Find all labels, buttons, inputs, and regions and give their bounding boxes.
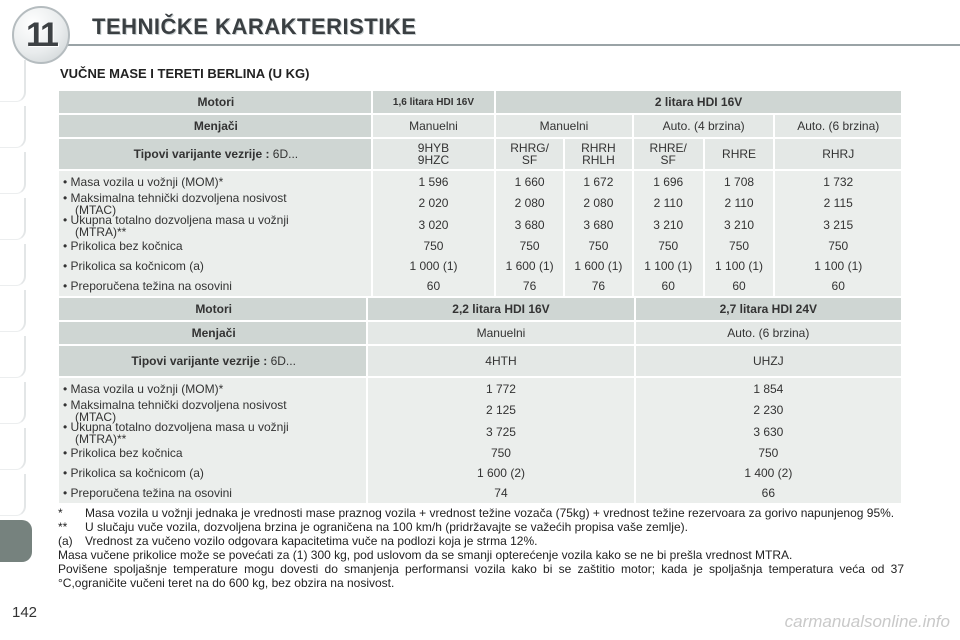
tipovi-label-text: Tipovi varijante vezrije : [131,354,268,368]
side-tab[interactable] [0,428,26,470]
chapter-number: 11 [26,15,56,54]
table1-variant-row [59,139,901,169]
side-tab[interactable] [0,198,26,240]
value-column: 1 772 2 125 3 725 750 1 600 (2) 74 [368,378,633,503]
side-tab[interactable] [0,152,26,194]
value-column: 1 660 2 080 3 680 750 1 600 (1) 76 [496,171,563,296]
table1-data-row [59,171,901,296]
footnote: * Masa vozila u vožnji jednaka je vrednosti mase praznog vozila + vrednost težine vozača (75kg) + vrednost težine rezervoara za gorivo napunjenog 95%. [58,506,895,520]
page-number: 142 [12,604,38,621]
side-tabs [0,60,32,566]
value-column: 1 696 2 110 3 210 750 1 100 (1) 60 [634,171,703,296]
variant-cell: RHRE/ SF [634,139,703,169]
gearbox-cell: Manuelni [373,115,494,137]
table2-engine-row [59,298,901,320]
engine-header: 2,7 litara HDI 24V [636,298,901,320]
side-tab[interactable] [0,474,26,516]
value-column: 1 732 2 115 3 215 750 1 100 (1) 60 [775,171,901,296]
gearbox-cell: Auto. (6 brzina) [636,322,901,344]
menjaci-label: Menjači [59,322,366,344]
gearbox-cell: Auto. (6 brzina) [775,115,901,137]
value-column: 1 854 2 230 3 630 750 1 400 (2) 66 [636,378,901,503]
row-labels: • Masa vozila u vožnji (MOM)* • Maksimalna tehnički dozvoljena nosivost (MTAC) • Ukupna totalno dozvoljena masa u vožnji (MTRA)** • Prikolica bez kočnica • Prikolica sa kočnicom (a) • Preporučena težina na osovini [59,378,366,503]
engine-header: 2,2 litara HDI 16V [368,298,633,320]
gearbox-cell: Manuelni [496,115,632,137]
tipovi-label [59,346,366,376]
table1-engine-row [59,91,901,113]
table2-gearbox-row [59,322,901,344]
note-paragraph: Povišene spoljašnje temperature mogu dovesti do smanjenja performansi vozila kako bi se zaštitio motor; kada je spoljašnja temperatura veća od 37 °C,ograničite vučeni teret na do 600 kg, bez obzira na nosivost. [58,562,904,590]
engine-header: 1,6 litara HDI 16V [373,91,494,113]
section-title: VUČNE MASE I TERETI BERLINA (U KG) [60,66,310,81]
side-tab[interactable] [0,336,26,378]
header-rule [30,44,960,46]
chapter-badge [12,6,70,64]
footnote: ** U slučaju vuče vozila, dozvoljena brzina je ograničena na 100 km/h (pridržavajte se važećih propisa vaše zemlje). [58,520,688,534]
engine-header: 2 litara HDI 16V [496,91,901,113]
tipovi-label [59,139,371,169]
chapter-title: TEHNIČKE KARAKTERISTIKE [92,14,417,39]
side-tab-active[interactable] [0,520,32,562]
value-column: 1 672 2 080 3 680 750 1 600 (1) 76 [565,171,632,296]
spec-table-2 [57,296,903,505]
value-column: 1 596 2 020 3 020 750 1 000 (1) 60 [373,171,494,296]
side-tab[interactable] [0,106,26,148]
gearbox-cell: Auto. (4 brzina) [634,115,774,137]
side-tab[interactable] [0,244,26,286]
table2-data-row [59,378,901,503]
tipovi-suffix: 6D... [272,147,299,161]
motori-label: Motori [59,298,366,320]
side-tab[interactable] [0,60,26,102]
footnote: (a) Vrednost za vučeno vozilo odgovara kapacitetima vuče na podlozi koja je strma 12%. [58,534,538,548]
variant-cell: RHRH RHLH [565,139,632,169]
table2-variant-row [59,346,901,376]
tipovi-label-text: Tipovi varijante vezrije : [133,147,270,161]
variant-cell: 4HTH [368,346,633,376]
row-labels: • Masa vozila u vožnji (MOM)* • Maksimalna tehnički dozvoljena nosivost (MTAC) • Ukupna totalno dozvoljena masa u vožnji (MTRA)** • Prikolica bez kočnica • Prikolica sa kočnicom (a) • Preporučena težina na osovini [59,171,371,296]
spec-table-1 [57,89,903,298]
variant-cell: RHRJ [775,139,901,169]
side-tab[interactable] [0,290,26,332]
watermark: carmanualsonline.info [784,612,950,631]
gearbox-cell: Manuelni [368,322,633,344]
footnotes [58,506,904,590]
variant-cell: 9HYB 9HZC [373,139,494,169]
value-column: 1 708 2 110 3 210 750 1 100 (1) 60 [705,171,774,296]
variant-cell: UHZJ [636,346,901,376]
side-tab[interactable] [0,382,26,424]
variant-cell: RHRE [705,139,774,169]
tipovi-suffix: 6D... [270,354,296,368]
table1-gearbox-row [59,115,901,137]
menjaci-label: Menjači [59,115,371,137]
variant-cell: RHRG/ SF [496,139,563,169]
motori-label: Motori [59,91,371,113]
note-paragraph: Masa vučene prikolice može se povećati za (1) 300 kg, pod uslovom da se smanji opterećenje vozila kako se ne bi prešla vrednost MTRA. [58,548,793,562]
